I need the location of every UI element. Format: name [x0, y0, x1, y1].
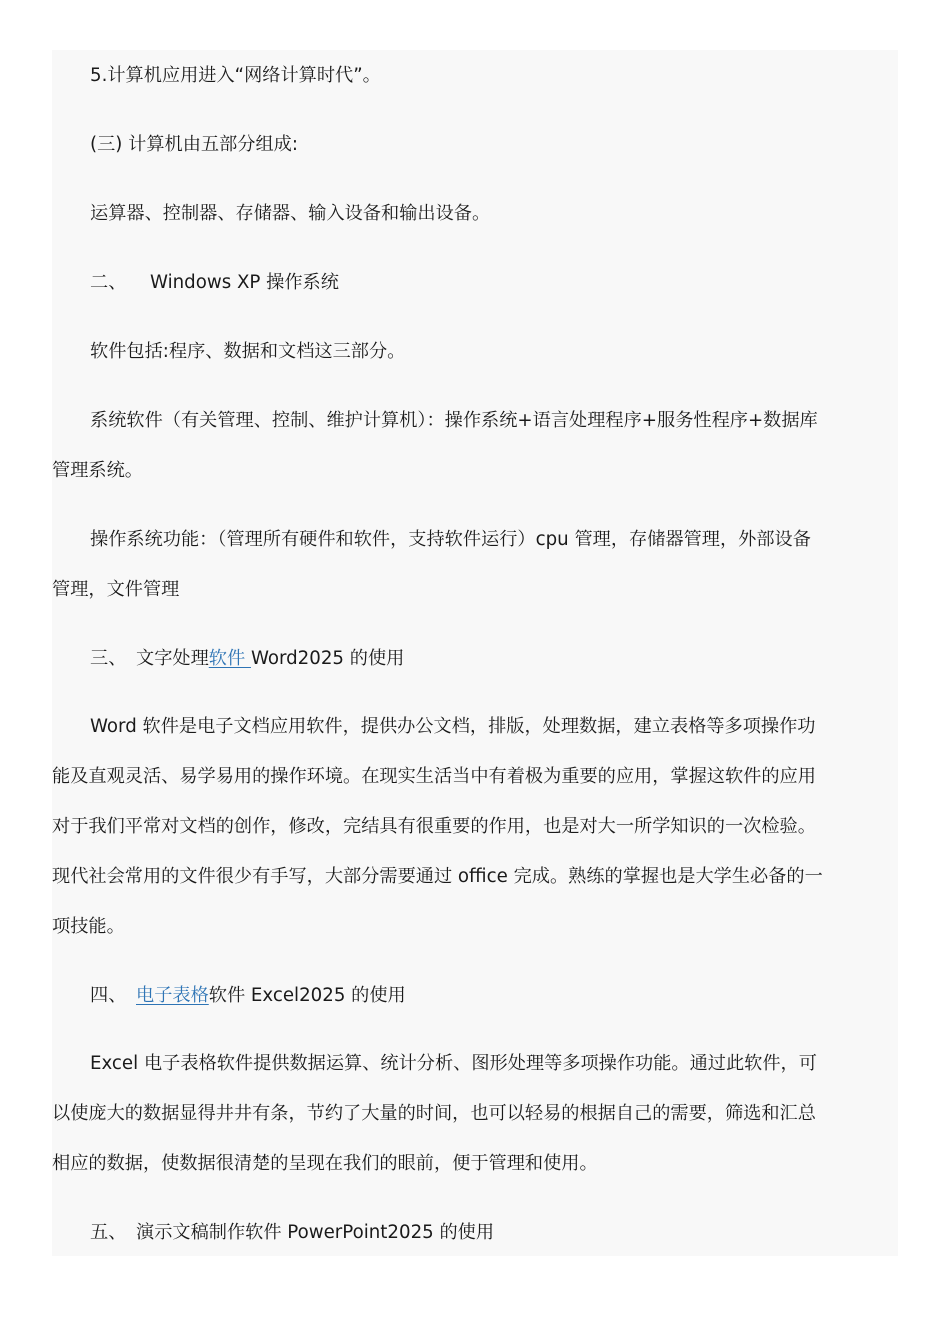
software-link[interactable]: 软件 — [208, 648, 251, 669]
paragraph-line: (三) 计算机由五部分组成: — [90, 134, 298, 155]
heading-number: 四、 — [90, 985, 127, 1006]
paragraph-line: 能及直观灵活、易学易用的操作环境。在现实生活当中有着极为重要的应用，掌握这软件的应用 — [52, 766, 816, 787]
paragraph-line: 操作系统功能：（管理所有硬件和软件，支持软件运行）cpu 管理，存储器管理，外部设备 — [90, 529, 811, 550]
heading-number: 三、 — [90, 648, 127, 669]
paragraph-line: 软件包括:程序、数据和文档这三部分。 — [90, 341, 406, 362]
paragraph-line: Excel 电子表格软件提供数据运算、统计分析、图形处理等多项操作功能。通过此软件，可 — [90, 1053, 817, 1074]
section-heading-3 — [90, 647, 404, 671]
paragraph-line: 管理，文件管理 — [52, 579, 180, 600]
spreadsheet-link[interactable]: 电子表格 — [136, 985, 209, 1006]
section-heading-4 — [90, 984, 406, 1008]
heading-text: 软件 Excel2025 的使用 — [208, 985, 406, 1006]
heading-text: 文字处理 — [136, 648, 209, 669]
paragraph-line: 系统软件（有关管理、控制、维护计算机）：操作系统+语言处理程序+服务性程序+数据库 — [90, 410, 818, 431]
paragraph-line: 现代社会常用的文件很少有手写，大部分需要通过 office 完成。熟练的掌握也是大学生必备的一 — [52, 866, 823, 887]
paragraph-line: 管理系统。 — [52, 460, 143, 481]
paragraph-line: 运算器、控制器、存储器、输入设备和输出设备。 — [90, 203, 491, 224]
heading-text: Word2025 的使用 — [250, 648, 405, 669]
section-heading-2 — [90, 271, 339, 295]
heading-text: Windows XP 操作系统 — [150, 272, 339, 293]
paragraph-line: 以使庞大的数据显得井井有条，节约了大量的时间，也可以轻易的根据自己的需要，筛选和汇总 — [52, 1103, 816, 1124]
heading-number: 五、 — [90, 1222, 127, 1243]
heading-text: 演示文稿制作软件 PowerPoint2025 的使用 — [136, 1222, 495, 1243]
paragraph-line: 项技能。 — [52, 916, 125, 937]
section-heading-5 — [90, 1221, 494, 1245]
heading-number: 二、 — [90, 272, 127, 293]
paragraph-line: 5.计算机应用进入“网络计算时代”。 — [90, 65, 381, 86]
paragraph-line: Word 软件是电子文档应用软件，提供办公文档，排版，处理数据，建立表格等多项操作功 — [90, 716, 816, 737]
paragraph-line: 对于我们平常对文档的创作，修改，完结具有很重要的作用，也是对大一所学知识的一次检验。 — [52, 816, 816, 837]
paragraph-line: 相应的数据，使数据很清楚的呈现在我们的眼前，便于管理和使用。 — [52, 1153, 598, 1174]
